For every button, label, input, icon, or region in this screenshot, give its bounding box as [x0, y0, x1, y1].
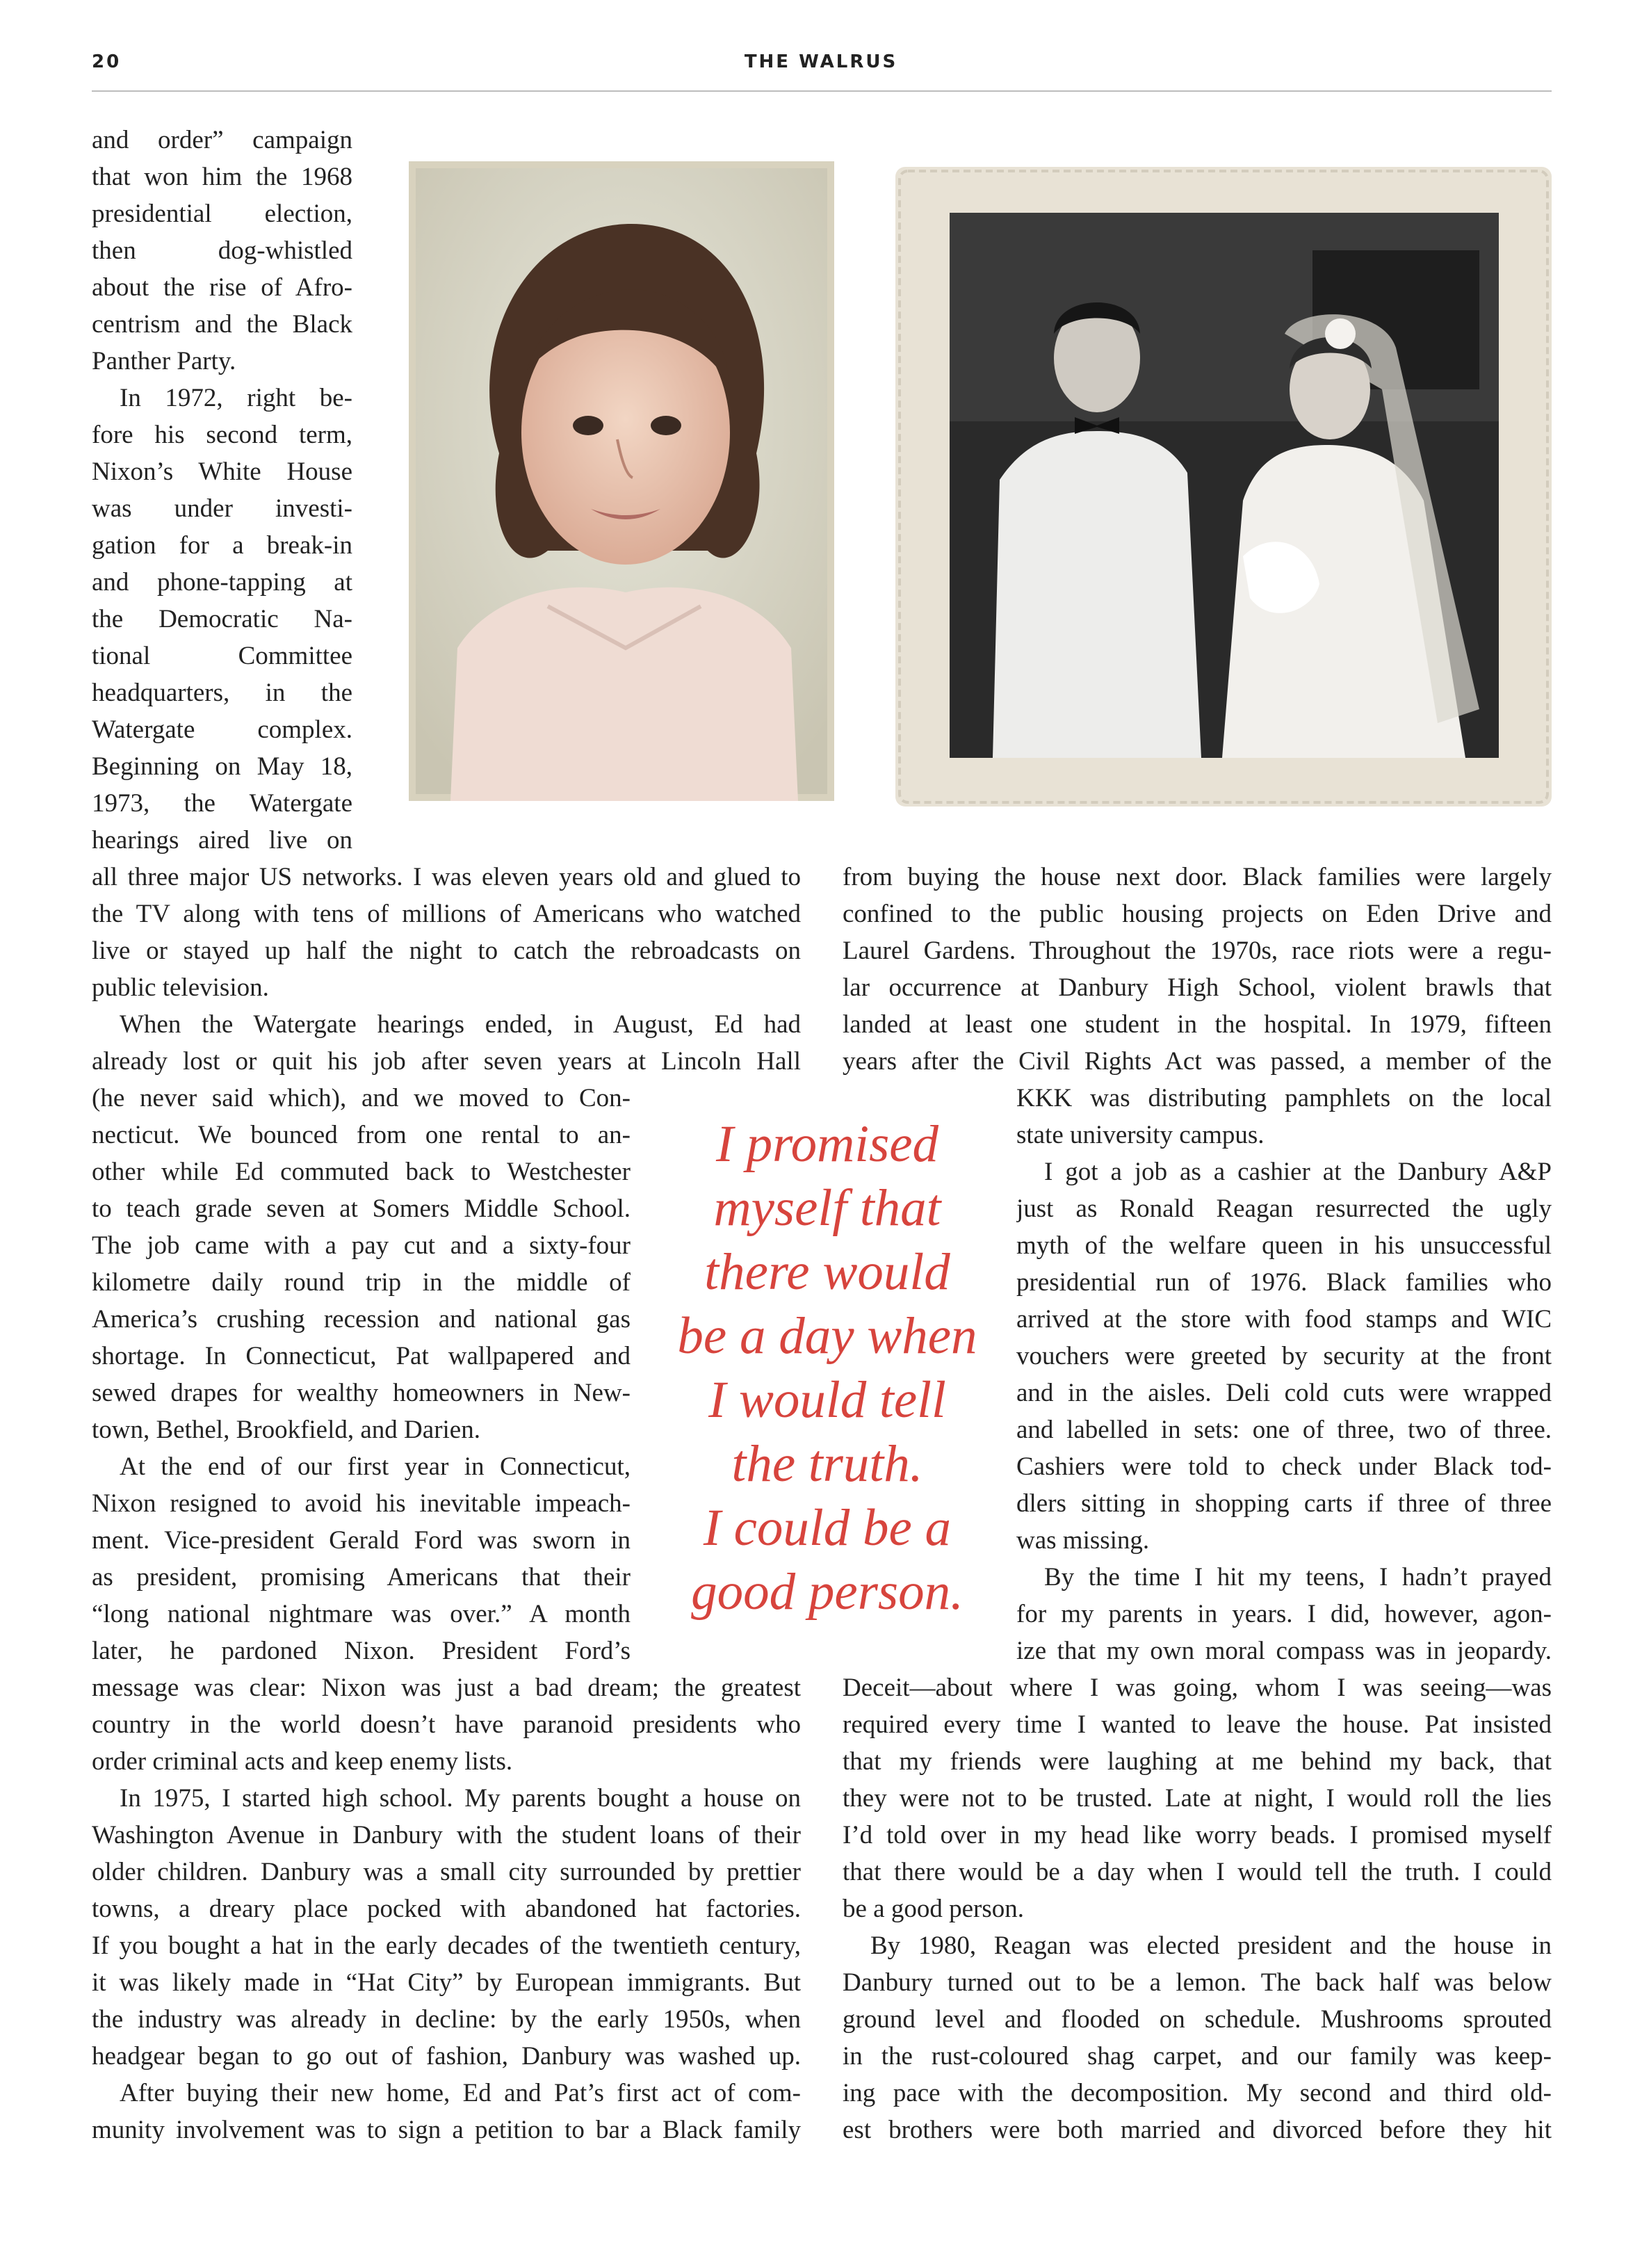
text-line: required every time I wanted to leave the house. Pat insisted [843, 1710, 1552, 1739]
text-line: America’s crushing recession and national gas [92, 1305, 631, 1334]
pull-quote-line: there would [704, 1243, 950, 1301]
text-line: Cashiers were told to check under Black tod- [1016, 1452, 1552, 1481]
pull-quote-line: the truth. [731, 1435, 923, 1493]
text-line: centrism and the Black [92, 310, 352, 339]
text-line: The job came with a pay cut and a sixty-four [92, 1231, 631, 1260]
text-line: then dog-whistled [92, 236, 352, 265]
text-line: town, Bethel, Brookfield, and Darien. [92, 1416, 480, 1444]
text-right-bottom [843, 1669, 1552, 2148]
wedding-photo [895, 167, 1552, 807]
text-line: After buying their new home, Ed and Pat’s first act of com- [120, 2079, 801, 2107]
page-number: 20 [92, 51, 122, 72]
text-line: the industry was already in decline: by the early 1950s, when [92, 2005, 801, 2034]
text-line: already lost or quit his job after seven years at Lincoln Hall [92, 1047, 801, 1076]
text-line: message was clear: Nixon was just a bad dream; the greatest [92, 1674, 801, 1702]
text-line: When the Watergate hearings ended, in August, Ed had [120, 1010, 801, 1039]
text-line: older children. Danbury was a small city surrounded by prettier [92, 1858, 801, 1886]
text-line: By 1980, Reagan was elected president and the house in [870, 1931, 1552, 1960]
pull-quote [657, 1112, 998, 1624]
text-line: confined to the public housing projects on Eden Drive and [843, 900, 1552, 928]
text-line: gation for a break-in [92, 531, 352, 560]
text-line: other while Ed commuted back to Westchester [92, 1158, 631, 1186]
text-line: Danbury turned out to be a lemon. The back half was below [843, 1968, 1552, 1997]
text-line: order criminal acts and keep enemy lists. [92, 1747, 513, 1776]
text-left-top [92, 859, 801, 1080]
text-line: was under investi- [92, 494, 352, 523]
text-line: state university campus. [1016, 1121, 1265, 1149]
text-line: By the time I hit my teens, I hadn’t prayed [1044, 1563, 1552, 1591]
text-line: 1973, the Watergate [92, 789, 352, 818]
pull-quote-line: I promised [715, 1115, 939, 1173]
text-line: it was likely made in “Hat City” by European immigrants. But [92, 1968, 801, 1997]
text-line: I got a job as a cashier at the Danbury A&P [1044, 1158, 1552, 1186]
text-line: vouchers were greeted by security at the front [1016, 1342, 1552, 1370]
text-line: At the end of our first year in Connecticut, [120, 1452, 631, 1481]
text-line: presidential run of 1976. Black families who [1016, 1268, 1552, 1297]
text-line: in the rust-coloured shag carpet, and our family was keep- [843, 2042, 1552, 2071]
text-line: lar occurrence at Danbury High School, violent brawls that [843, 973, 1552, 1002]
girl-portrait-image [409, 161, 834, 801]
text-line: country in the world doesn’t have paranoid presidents who [92, 1710, 801, 1739]
pull-quote-line: good person. [691, 1563, 964, 1621]
text-left-bottom [92, 1669, 801, 2148]
text-line: In 1975, I started high school. My parents bought a house on [120, 1784, 801, 1813]
text-line: shortage. In Connecticut, Pat wallpapered and [92, 1342, 631, 1370]
text-line: Watergate complex. [92, 715, 352, 744]
text-line: Panther Party. [92, 347, 236, 375]
text-right-mid [1016, 1080, 1552, 1669]
magazine-title: THE WALRUS [744, 51, 898, 72]
text-line: as president, promising Americans that their [92, 1563, 631, 1591]
text-line: ment. Vice-president Gerald Ford was sworn in [92, 1526, 631, 1555]
text-line: (he never said which), and we moved to Con- [92, 1084, 631, 1112]
text-line: and order” campaign [92, 126, 352, 154]
text-line: later, he pardoned Nixon. President Ford’s [92, 1637, 631, 1665]
text-line: presidential election, [92, 200, 352, 228]
text-line: KKK was distributing pamphlets on the local [1016, 1084, 1552, 1112]
text-line: and phone-tapping at [92, 568, 352, 597]
text-line: I’d told over in my head like worry beads. I promised myself [843, 1821, 1552, 1849]
text-line: hearings aired live on [92, 826, 352, 854]
pull-quote-line: I could be a [703, 1499, 952, 1557]
text-line: headgear began to go out of fashion, Danbury was washed up. [92, 2042, 801, 2071]
text-line: about the rise of Afro- [92, 273, 352, 302]
text-line: arrived at the store with food stamps and WIC [1016, 1305, 1552, 1334]
text-line: public television. [92, 973, 269, 1002]
text-line: landed at least one student in the hospital. In 1979, fifteen [843, 1010, 1552, 1039]
pull-quote-line: I would tell [708, 1371, 946, 1429]
text-line: munity involvement was to sign a petition to bar a Black family [92, 2116, 801, 2144]
text-line: from buying the house next door. Black families were largely [843, 863, 1552, 891]
text-line: sewed drapes for wealthy homeowners in New- [92, 1379, 631, 1407]
text-line: years after the Civil Rights Act was passed, a member of the [843, 1047, 1552, 1076]
wedding-image [895, 167, 1552, 807]
text-line: ground level and flooded on schedule. Mushrooms sprouted [843, 2005, 1552, 2034]
text-line: Beginning on May 18, [92, 752, 352, 781]
text-line: est brothers were both married and divorced before they hit [843, 2116, 1552, 2144]
text-line: Laurel Gardens. Throughout the 1970s, race riots were a regu- [843, 937, 1552, 965]
text-line: be a good person. [843, 1895, 1024, 1923]
text-line: that there would be a day when I would tell the truth. I could [843, 1858, 1552, 1886]
text-line: ing pace with the decomposition. My second and third old- [843, 2079, 1552, 2107]
text-line: myth of the welfare queen in his unsuccessful [1016, 1231, 1552, 1260]
text-line: just as Ronald Reagan resurrected the ugly [1016, 1194, 1552, 1223]
pull-quote-line: be a day when [677, 1307, 977, 1365]
text-line: was missing. [1016, 1526, 1150, 1555]
text-line: kilometre daily round trip in the middle of [92, 1268, 631, 1297]
text-line: Washington Avenue in Danbury with the student loans of their [92, 1821, 801, 1849]
text-line: necticut. We bounced from one rental to an- [92, 1121, 631, 1149]
text-line: the Democratic Na- [92, 605, 352, 633]
text-line: they were not to be trusted. Late at night, I would roll the lies [843, 1784, 1552, 1813]
text-right-top [843, 859, 1552, 1080]
text-line: If you bought a hat in the early decades of the twentieth century, [92, 1931, 801, 1960]
pull-quote-line: myself that [713, 1179, 941, 1237]
text-line: Nixon resigned to avoid his inevitable impeach- [92, 1489, 631, 1518]
text-line: In 1972, right be- [120, 384, 352, 412]
text-line: “long national nightmare was over.” A month [92, 1600, 631, 1628]
text-line: fore his second term, [92, 421, 352, 449]
text-narrow-column [92, 122, 352, 859]
text-line: and labelled in sets: one of three, two of three. [1016, 1416, 1552, 1444]
text-line: ize that my own moral compass was in jeopardy. [1016, 1637, 1552, 1665]
header-rule [92, 90, 1552, 92]
text-line: and in the aisles. Deli cold cuts were wrapped [1016, 1379, 1552, 1407]
text-line: for my parents in years. I did, however, agon- [1016, 1600, 1552, 1628]
text-line: to teach grade seven at Somers Middle School. [92, 1194, 631, 1223]
text-line: Deceit—about where I was going, whom I was seeing—was [843, 1674, 1552, 1702]
girl-portrait-photo [409, 161, 834, 801]
text-line: towns, a dreary place pocked with abandoned hat factories. [92, 1895, 801, 1923]
text-line: Nixon’s White House [92, 457, 352, 486]
text-line: all three major US networks. I was eleven years old and glued to [92, 863, 801, 891]
text-line: live or stayed up half the night to catch the rebroadcasts on [92, 937, 801, 965]
text-line: the TV along with tens of millions of Americans who watched [92, 900, 801, 928]
text-line: headquarters, in the [92, 679, 352, 707]
text-left-mid [92, 1080, 631, 1669]
text-line: that won him the 1968 [92, 163, 352, 191]
text-line: tional Committee [92, 642, 352, 670]
text-line: that my friends were laughing at me behind my back, that [843, 1747, 1552, 1776]
text-line: dlers sitting in shopping carts if three of three [1016, 1489, 1552, 1518]
